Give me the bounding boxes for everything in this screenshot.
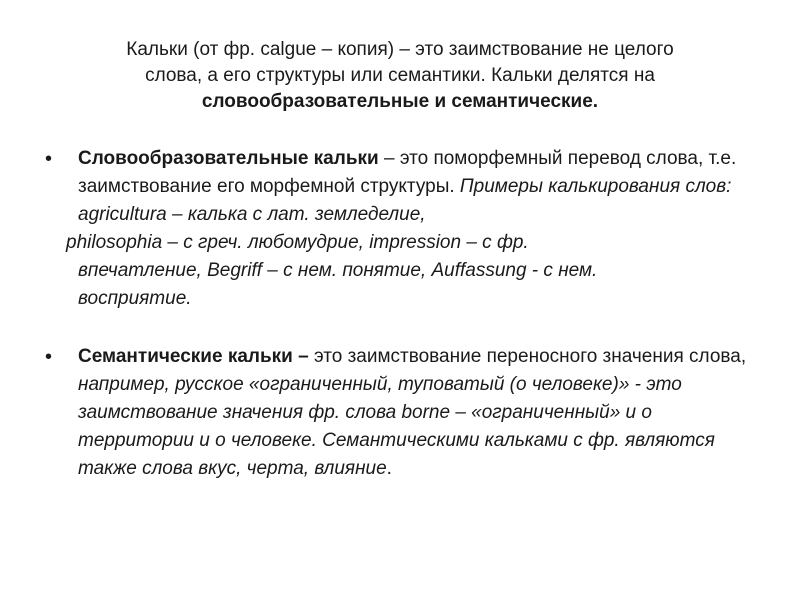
slide-title — [70, 37, 730, 115]
title-line-3: словообразовательные и семантические. — [201, 91, 599, 112]
bullet-word-formation-calques — [45, 145, 758, 313]
semantic-examples: например, русское «ограниченный, туповатый (о человеке)» - это заимствование значения фр. слова borne – «ограниченный» и о территории и о человеке. Семантическими кальками с фр. являются также слова вкус, черта, влияние — [78, 374, 715, 479]
semantic-end: . — [386, 458, 392, 479]
title-line-2: слова, а его структуры или семантики. Кальки делятся на — [145, 65, 655, 86]
title-line-1: Кальки (от фр. calgue – копия) – это заимствование не целого — [126, 39, 674, 60]
term-semantic-calques: Семантические кальки – — [78, 346, 309, 367]
examples-line-1: Примеры калькирования слов: agricultura – калька с лат. земледелие, — [78, 176, 732, 225]
examples-line-3: впечатление, Begriff – с нем. понятие, Auffassung - с нем. — [78, 260, 598, 281]
bullet-marker: • — [45, 148, 53, 170]
definition-semantic: это заимствование переносного значения слова, — [308, 346, 747, 367]
definition-word-formation: – это поморфемный перевод слова, т.е. заимствование его морфемной структуры. — [78, 148, 737, 197]
examples-line-2: philosophia – с греч. любомудрие, impression – с фр. — [66, 232, 529, 253]
bullet-semantic-calques — [45, 343, 758, 483]
bullet-marker: • — [45, 346, 53, 368]
term-word-formation-calques: Словообразовательные кальки — [78, 148, 379, 169]
examples-line-4: восприятие. — [78, 288, 192, 309]
